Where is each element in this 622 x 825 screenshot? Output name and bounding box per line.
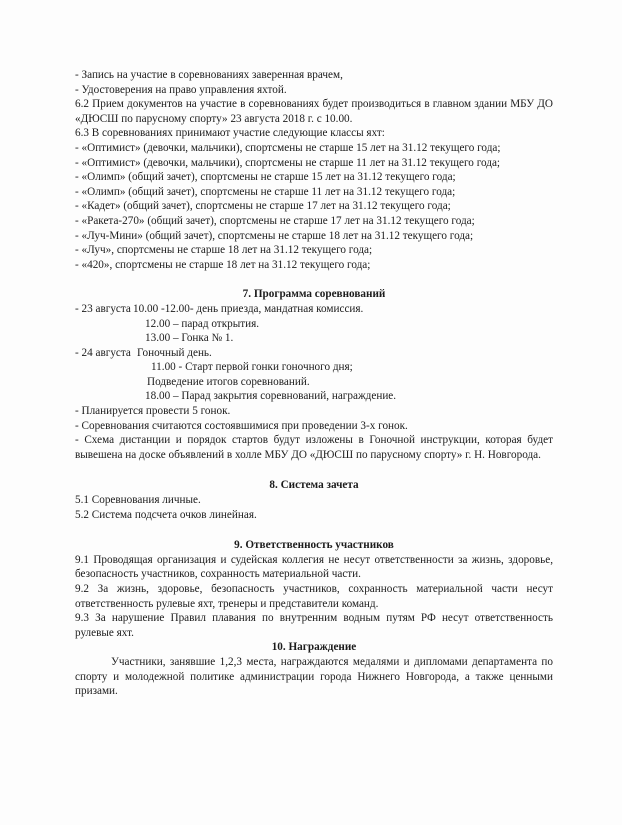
class-item: - «Оптимист» (девочки, мальчики), спортсмены не старше 11 лет на 31.12 текущего года; xyxy=(75,156,501,169)
schedule-item: Подведение итогов соревнований. xyxy=(147,375,310,388)
section-9-heading: 9. Ответственность участников xyxy=(234,539,394,552)
schedule-item: 10.00 -12.00- день приезда, мандатная комиссия. xyxy=(133,302,364,315)
section-10-heading: 10. Награждение xyxy=(271,641,357,654)
section-8-heading: 8. Система зачета xyxy=(269,479,359,492)
clause-6-3: 6.3 В соревнованиях принимают участие следующие классы яхт: xyxy=(75,127,385,140)
schedule-date: - 24 августа xyxy=(75,346,131,359)
schedule-item: Гоночный день. xyxy=(137,346,212,359)
class-item: - «Олимп» (общий зачет), спортсмены не старше 11 лет на 31.12 текущего года; xyxy=(75,185,456,198)
schedule-row xyxy=(75,389,553,404)
clause-6-2: 6.2 Прием документов на участие в соревнованиях будет производиться в главном здании МБУ ДО «ДЮСШ по парусному спорту» 23 августа 2018 г. с 10.00. xyxy=(75,98,553,125)
schedule-row xyxy=(75,346,553,361)
entry-requirement-license: - Удостоверения на право управления яхтой. xyxy=(75,83,287,96)
course-scheme-note: - Схема дистанции и порядок стартов будут изложены в Гоночной инструкции, которая будет вывешена на доске объявлений в холле МБУ ДО «ДЮСШ по парусному спорту» г. Н. Новгорода. xyxy=(75,434,553,461)
schedule-date: - 23 августа xyxy=(75,302,131,315)
schedule-row xyxy=(75,360,553,375)
class-item: - «Луч», спортсмены не старше 18 лет на 31.12 текущего года; xyxy=(75,244,373,257)
entry-requirement-medical: - Запись на участие в соревнованиях заверенная врачем, xyxy=(75,69,343,81)
clause-9-3: 9.3 За нарушение Правил плавания по внутренним водным путям РФ несут ответственность рулевые яхт. xyxy=(75,612,553,639)
schedule-row xyxy=(75,302,553,317)
schedule-row xyxy=(75,375,553,390)
class-item: - «Ракета-270» (общий зачет), спортсмены не старше 17 лет на 31.12 текущего года; xyxy=(75,214,475,227)
clause-9-2: 9.2 За жизнь, здоровье, безопасность участников, сохранность материальной части несут ответственность рулевые яхт, тренеры и представители команд. xyxy=(75,583,553,610)
class-item: - «Луч-Мини» (общий зачет), спортсмены не старше 18 лет на 31.12 текущего года; xyxy=(75,229,474,242)
races-valid: - Соревнования считаются состоявшимися при проведении 3-х гонок. xyxy=(75,419,408,432)
schedule-item: 11.00 - Старт первой гонки гоночного дня; xyxy=(151,361,353,374)
clause-5-1: 5.1 Соревнования личные. xyxy=(75,494,201,507)
schedule-item: 13.00 – Гонка № 1. xyxy=(145,332,234,345)
clause-9-1: 9.1 Проводящая организация и судейская коллегия не несут ответственности за жизнь, здоровье, безопасность участников, сохранность материальной части. xyxy=(75,553,553,581)
class-item: - «Кадет» (общий зачет), спортсмены не старше 17 лет на 31.12 текущего года; xyxy=(75,200,451,213)
clause-5-2: 5.2 Система подсчета очков линейная. xyxy=(75,508,257,521)
class-item: - «Олимп» (общий зачет), спортсмены не старше 15 лет на 31.12 текущего года; xyxy=(75,171,456,184)
section-7-heading: 7. Программа соревнований xyxy=(242,288,386,301)
schedule-row xyxy=(75,331,553,346)
class-item: - «420», спортсмены не старше 18 лет на 31.12 текущего года; xyxy=(75,258,371,271)
document-body xyxy=(75,68,553,699)
schedule-row xyxy=(75,317,553,332)
class-item: - «Оптимист» (девочки, мальчики), спортсмены не старше 15 лет на 31.12 текущего года; xyxy=(75,141,501,154)
schedule-item: 12.00 – парад открытия. xyxy=(145,317,260,330)
races-planned: - Планируется провести 5 гонок. xyxy=(75,405,231,418)
awards-text: Участники, занявшие 1,2,3 места, награждаются медалями и дипломами департамента по спорту и молодежной политике администрации города Нижнего Новгорода, а также ценными призами. xyxy=(75,655,553,698)
schedule-item: 18.00 – Парад закрытия соревнований, награждение. xyxy=(145,390,397,403)
